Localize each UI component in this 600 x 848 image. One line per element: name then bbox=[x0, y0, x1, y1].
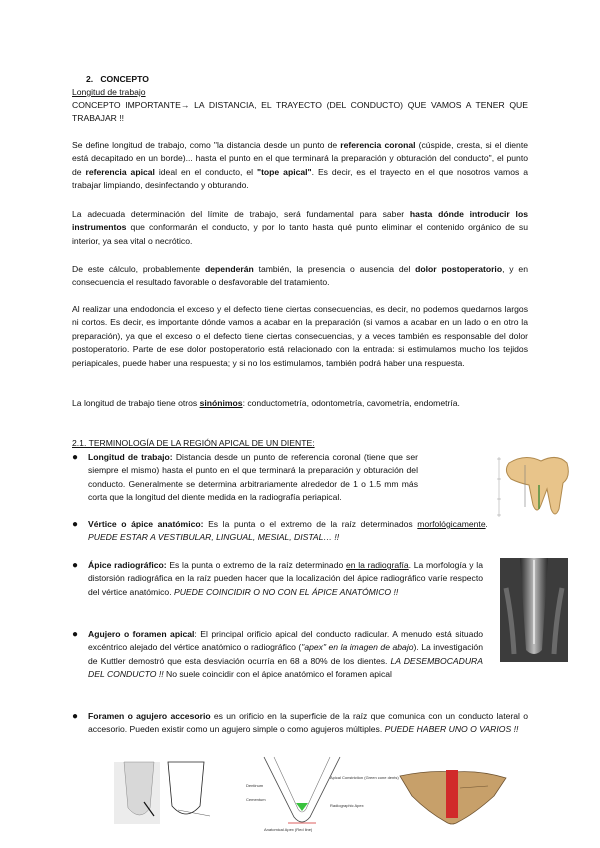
apex-photo-figure bbox=[114, 762, 214, 824]
section-title: CONCEPTO bbox=[100, 74, 149, 84]
bullet-icon: ● bbox=[72, 519, 79, 530]
bullet-vertice: ● Vértice o ápice anatómico: Es la punta o el extremo de la raíz determinados morfológicamente. PUEDE ESTAR A VESTIBULAR, LINGUAL, MESIAL, DISTAL… !! bbox=[72, 519, 488, 543]
label-apical-constriction: Apical Constriction (Green cone dents) bbox=[330, 775, 399, 780]
bullet-apice-radiografico: ● Ápice radiográfico: Es la punta o extremo de la raíz determinado en la radiografía. La morfología y la distorsión radiográfica en la raíz pueden hacer que la localización del ápice radiográfico varíe respecto del vértice anatómico. PUEDE COINCIDIR O NO CON EL ÁPICE ANATÓMICO !! bbox=[72, 560, 483, 597]
bullet-icon: ● bbox=[72, 560, 79, 571]
accessory-foramen-figure bbox=[398, 768, 508, 828]
subtitle: Longitud de trabajo bbox=[72, 87, 146, 97]
subsection-title: 2.1. TERMINOLOGÍA DE LA REGIÓN APICAL DE UN DIENTE: bbox=[72, 438, 315, 448]
apex-photo-root bbox=[124, 762, 154, 815]
bullet-longitud: ● Longitud de trabajo: Distancia desde un punto de referencia coronal (tiene que ser siempre el mismo) hasta el punto en el que terminará la preparación y obturación del conducto. Generalmente se determina arbitrariamente alrededor de 1 o 1.5 mm más corta que la longitud del diente medida en la radiografía periapical. bbox=[72, 452, 418, 503]
apical-constriction-mark bbox=[296, 803, 308, 811]
tooth-length-figure bbox=[495, 449, 577, 524]
paragraph-2: La adecuada determinación del límite de trabajo, será fundamental para saber hasta dónde introducir los instrumentos que conformarán el conducto, y por lo tanto hasta qué punto eliminar el contenido orgánico de su interior, ya sea vital o necrótico. bbox=[72, 209, 528, 246]
label-cementum: Cementum bbox=[246, 797, 266, 802]
apex-diagram-figure bbox=[244, 757, 399, 837]
paragraph-4: Al realizar una endodoncia el exceso y el defecto tiene ciertas consecuencias, es decir, no podemos quedarnos largos ni cortos. Es decir, es importante dónde vamos a acabar en la preparación (si vamos a acabar en un lado o en otro la preparación), ya que el exceso o el defecto tiene ciertas consecuencias, y a veces también es responsable del dolor postoperatorio. Parte de ese dolor postoperatorio está relacionado con la entrada: si estimulamos mucho los tejidos periapicales, puede haber una respuesta; y si no los estimulamos, también podrá haber una respuesta. bbox=[72, 304, 528, 368]
section-heading bbox=[86, 73, 542, 86]
paragraph-1: Se define longitud de trabajo, como "la distancia desde un punto de referencia coronal (cúspide, cresta, si el diente está decapitado en un borde)... hasta el punto en el que terminará la preparación y obturación del conducto", el punto de referencia apical ideal en el conducto, el "tope apical". Es decir, es el trayecto en el que nosotros vamos a trabajar limpiando, desinfectando y obturando. bbox=[72, 140, 528, 191]
bullet-icon: ● bbox=[72, 629, 79, 640]
bullet-icon: ● bbox=[72, 711, 79, 722]
apex-sketch bbox=[168, 762, 204, 814]
bullet-foramen-apical: ● Agujero o foramen apical: El principal orificio apical del conducto radicular. A menudo está situado excéntrico alejado del vértice anatómico o radiográfico ("apex" en la imagen de abajo). La investigación de Kuttler demostró que esta desviación ocurría en 68 a 80% de los dientes. LA DESEMBOCADURA DEL CONDUCTO !! No suele coincidir con el ápice anatómico el foramen apical bbox=[72, 629, 483, 680]
paragraph-5: La longitud de trabajo tiene otros sinónimos: conductometría, odontometría, cavometría, endometría. bbox=[72, 398, 460, 408]
section-number: 2. bbox=[86, 74, 94, 84]
paragraph-3: De este cálculo, probablemente dependerán también, la presencia o ausencia del dolor postoperatorio, y en consecuencia el resultado favorable o desfavorable del tratamiento. bbox=[72, 264, 528, 288]
canal-red bbox=[446, 770, 458, 818]
label-radiographic-apex: Radiographic Apex bbox=[330, 803, 364, 808]
important-note: CONCEPTO IMPORTANTE→ LA DISTANCIA, EL TRAYECTO (DEL CONDUCTO) QUE VAMOS A TENER QUE TRABAJAR !! bbox=[72, 100, 528, 124]
label-dentinum: Dentinum bbox=[246, 783, 264, 788]
tooth-shape bbox=[506, 457, 568, 514]
ruler-icon bbox=[497, 457, 501, 517]
label-anatomical-apex: Anatomical Apex (Red line) bbox=[264, 827, 313, 832]
xray-figure bbox=[500, 558, 568, 662]
bullet-icon: ● bbox=[72, 452, 79, 463]
bullet-foramen-accesorio: ● Foramen o agujero accesorio es un orificio en la superficie de la raíz que comunica con un conducto lateral o accesorio. Pueden existir como un agujero simple o como agujeros múltiples. PUEDE HABER UNO O VARIOS !! bbox=[72, 711, 529, 735]
